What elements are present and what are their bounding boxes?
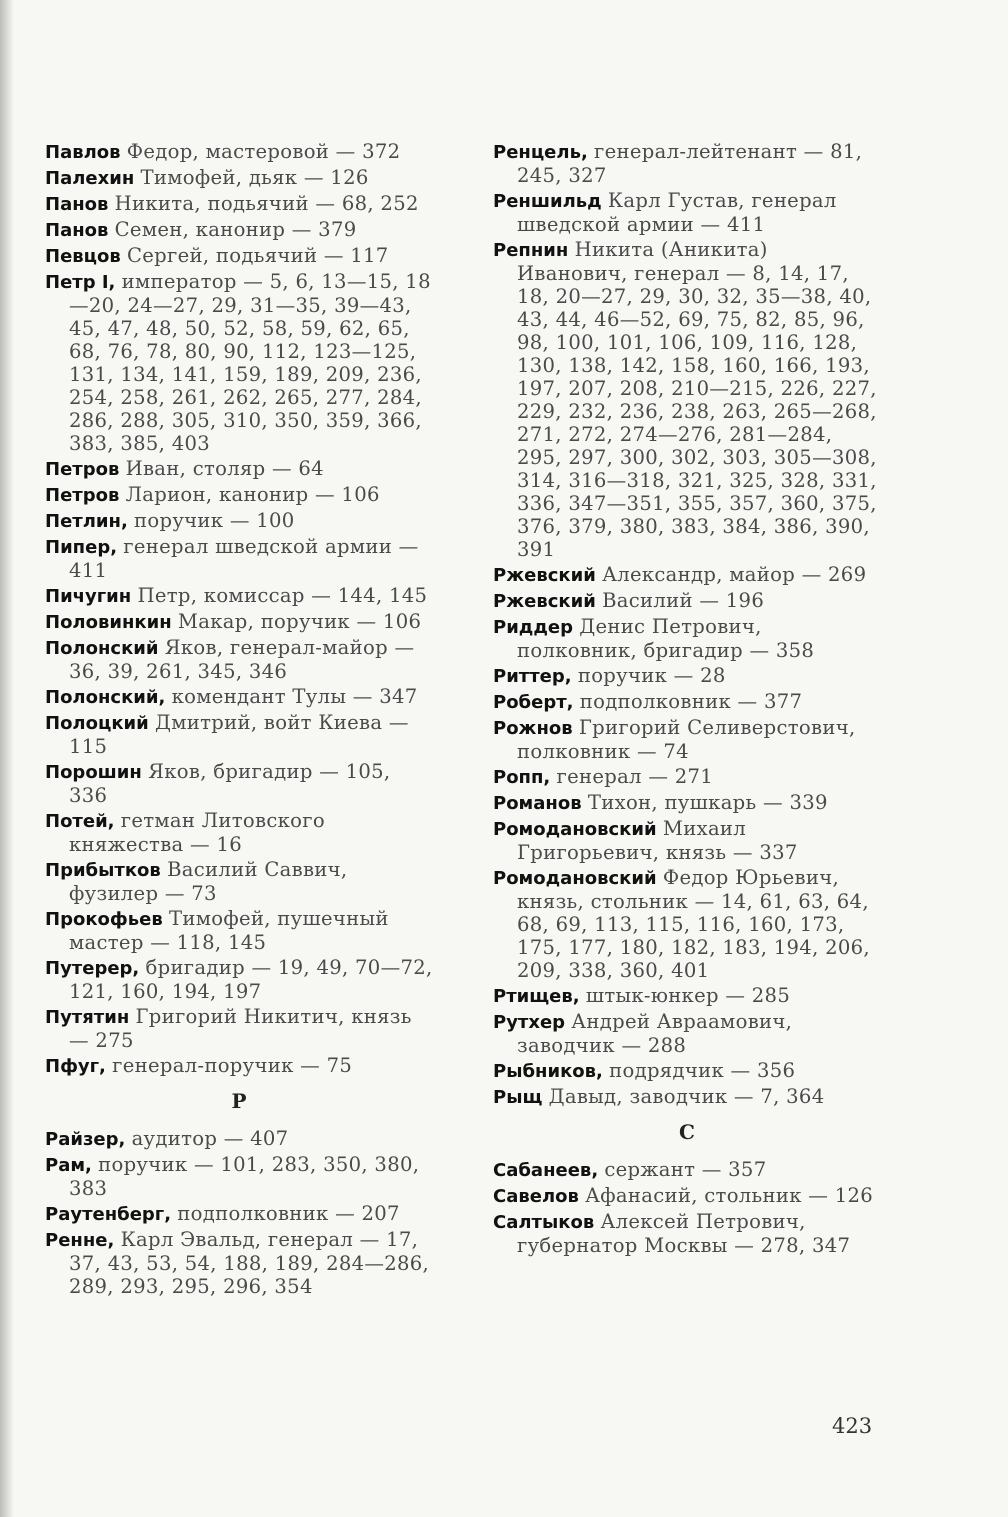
left-column xyxy=(45,140,433,1300)
index-entry xyxy=(493,1158,881,1182)
entry-text: Денис Петрович, полковник, бригадир — 358 xyxy=(517,615,815,662)
entry-name: Роберт, xyxy=(493,692,574,713)
entry-name: Петлин, xyxy=(45,511,128,532)
entry-text: Афанасий, стольник — 126 xyxy=(585,1184,874,1207)
entries-p-list xyxy=(45,140,433,1078)
entry-text: Яков, бригадир — 105, 336 xyxy=(69,760,391,807)
entry-name: Рам, xyxy=(45,1155,92,1176)
entry-text: поручик — 101, 283, 350, 380, 383 xyxy=(69,1153,420,1200)
entry-text: Дмитрий, войт Киева — 115 xyxy=(69,711,409,758)
entry-name: Савелов xyxy=(493,1186,579,1207)
entry-text: Тимофей, пушечный мастер — 118, 145 xyxy=(69,907,389,954)
entry-text: поручик — 100 xyxy=(134,509,295,532)
entry-name: Рыбников, xyxy=(493,1061,603,1082)
index-entry xyxy=(493,1059,881,1083)
entry-name: Петров xyxy=(45,485,120,506)
index-entry xyxy=(493,765,881,789)
entry-name: Петров xyxy=(45,459,120,480)
index-entry xyxy=(493,1184,881,1208)
entry-name: Рожнов xyxy=(493,718,573,739)
index-entry xyxy=(45,509,433,533)
index-entry xyxy=(45,535,433,582)
index-entry xyxy=(45,218,433,242)
entry-name: Ромодановский xyxy=(493,868,657,889)
entry-name: Ромодановский xyxy=(493,819,657,840)
index-entry xyxy=(45,140,433,164)
index-entry xyxy=(493,1010,881,1057)
entry-name: Панов xyxy=(45,194,109,215)
entry-text: Григорий Селиверстович, полковник — 74 xyxy=(517,716,856,763)
index-entry xyxy=(493,791,881,815)
index-entry xyxy=(45,1005,433,1052)
index-entry xyxy=(45,1127,433,1151)
entry-text: бригадир — 19, 49, 70—72, 121, 160, 194, 197 xyxy=(69,956,433,1003)
entry-text: поручик — 28 xyxy=(577,664,726,687)
entry-name: Полонский, xyxy=(45,687,166,708)
index-entry xyxy=(493,615,881,662)
entry-name: Салтыков xyxy=(493,1212,595,1233)
index-entry xyxy=(45,457,433,481)
entry-name: Репнин xyxy=(493,240,569,261)
index-entry xyxy=(493,238,881,561)
index-entry xyxy=(45,685,433,709)
entry-text: подполковник — 207 xyxy=(177,1202,400,1225)
index-entry xyxy=(493,1085,881,1109)
entry-text: Федор Юрьевич, князь, стольник — 14, 61, 63, 64, 68, 69, 113, 115, 116, 160, 173, 175, 177, 180, 182, 183, 194, 206, 209, 338, 360, 401 xyxy=(517,866,870,982)
entry-name: Порошин xyxy=(45,762,142,783)
entry-name: Ренне, xyxy=(45,1230,115,1251)
entry-text: Ларион, канонир — 106 xyxy=(125,483,380,506)
index-entry xyxy=(45,1153,433,1200)
entry-name: Потей, xyxy=(45,811,115,832)
entry-name: Райзер, xyxy=(45,1129,126,1150)
entry-name: Риттер, xyxy=(493,666,572,687)
entry-text: генерал — 271 xyxy=(556,765,714,788)
entry-name: Павлов xyxy=(45,142,121,163)
entry-text: Давыд, заводчик — 7, 364 xyxy=(548,1085,825,1108)
index-entry xyxy=(45,1202,433,1226)
entry-name: Полоцкий xyxy=(45,713,149,734)
entry-name: Полонский xyxy=(45,638,159,659)
entry-text: Василий — 196 xyxy=(602,589,765,612)
page-edge-shadow xyxy=(0,0,14,1517)
entry-text: Федор, мастеровой — 372 xyxy=(126,140,401,163)
index-entry xyxy=(493,866,881,982)
entry-name: Путерер, xyxy=(45,958,140,979)
letter-heading-r: Р xyxy=(231,1089,247,1113)
entry-name: Прибытков xyxy=(45,860,161,881)
entry-name: Пичугин xyxy=(45,586,132,607)
entries-r-continued-list xyxy=(493,140,881,1109)
index-entry xyxy=(493,984,881,1008)
index-entry xyxy=(45,610,433,634)
index-entry xyxy=(45,1228,433,1298)
entry-text: сержант — 357 xyxy=(604,1158,767,1181)
index-entry xyxy=(493,189,881,236)
index-entry xyxy=(45,192,433,216)
entry-text: аудитор — 407 xyxy=(131,1127,289,1150)
entry-text: комендант Тулы — 347 xyxy=(171,685,418,708)
entry-name: Пфуг, xyxy=(45,1056,106,1077)
right-column xyxy=(493,140,881,1259)
entry-text: штык-юнкер — 285 xyxy=(585,984,791,1007)
index-entry xyxy=(45,244,433,268)
index-entry xyxy=(493,563,881,587)
entry-text: генерал-поручик — 75 xyxy=(112,1054,353,1077)
entry-name: Прокофьев xyxy=(45,909,163,930)
entry-text: Василий Саввич, фузилер — 73 xyxy=(69,858,348,905)
entry-name: Путятин xyxy=(45,1007,130,1028)
entry-text: генерал шведской армии — 411 xyxy=(69,535,419,582)
index-entry xyxy=(45,907,433,954)
entry-name: Риддер xyxy=(493,617,573,638)
index-entry xyxy=(45,760,433,807)
entry-text: Сергей, подьячий — 117 xyxy=(127,244,389,267)
entry-name: Певцов xyxy=(45,246,121,267)
entry-name: Рыщ xyxy=(493,1087,543,1108)
entry-text: Александр, майор — 269 xyxy=(602,563,867,586)
entry-text: Яков, генерал-майор — 36, 39, 261, 345, 346 xyxy=(69,636,415,683)
entry-name: Ропп, xyxy=(493,767,551,788)
index-entry xyxy=(45,956,433,1003)
entry-name: Ржевский xyxy=(493,565,596,586)
letter-heading-s: С xyxy=(679,1120,695,1144)
entry-text: Карл Эвальд, генерал — 17, 37, 43, 53, 54, 188, 189, 284—286, 289, 293, 295, 296, 354 xyxy=(69,1228,430,1298)
entry-text: Тихон, пушкарь — 339 xyxy=(587,791,828,814)
index-entry xyxy=(493,690,881,714)
entries-s-list xyxy=(493,1158,881,1257)
index-entry xyxy=(493,817,881,864)
entry-text: Карл Густав, генерал шведской армии — 411 xyxy=(517,189,837,236)
entry-name: Рутхер xyxy=(493,1012,566,1033)
entry-name: Пипер, xyxy=(45,537,118,558)
index-entry xyxy=(493,589,881,613)
entry-name: Петр I, xyxy=(45,272,116,293)
entry-text: Михаил Григорьевич, князь — 337 xyxy=(517,817,798,864)
entry-name: Палехин xyxy=(45,168,135,189)
entry-name: Сабанеев, xyxy=(493,1160,599,1181)
entry-text: император — 5, 6, 13—15, 18—20, 24—27, 29, 31—35, 39—43, 45, 47, 48, 50, 52, 58, 59, 62, 65, 68, 76, 78, 80, 90, 112, 123—125, 131, 134, 141, 159, 189, 209, 236, 254, 258, 261, 262, 265, 277, 284, 286, 288, 305, 310, 350, 359, 366, 383, 385, 403 xyxy=(69,270,431,455)
entry-text: подрядчик — 356 xyxy=(609,1059,796,1082)
entry-text: Петр, комиссар — 144, 145 xyxy=(137,584,428,607)
entry-name: Реншильд xyxy=(493,191,602,212)
entry-text: Никита (Аникита) Иванович, генерал — 8, 14, 17, 18, 20—27, 29, 30, 32, 35—38, 40, 43, 44, 46—52, 69, 75, 82, 85, 96, 98, 100, 101, 106, 109, 116, 128, 130, 138, 142, 158, 160, 166, 193, 197, 207, 208, 210—215, 226, 227, 229, 232, 236, 238, 263, 265—268, 271, 272, 274—276, 281—284, 295, 297, 300, 302, 303, 305—308, 314, 316—318, 321, 325, 328, 331, 336, 347—351, 355, 357, 360, 375, 376, 379, 380, 383, 384, 386, 390, 391 xyxy=(517,238,877,561)
page-number: 423 xyxy=(832,1414,873,1438)
entry-text: Иван, столяр — 64 xyxy=(125,457,324,480)
entry-text: Алексей Петрович, губернатор Москвы — 278, 347 xyxy=(517,1210,851,1257)
entry-text: Макар, поручик — 106 xyxy=(177,610,422,633)
index-entry xyxy=(45,858,433,905)
index-entry xyxy=(45,270,433,455)
index-entry xyxy=(45,809,433,856)
entry-text: Тимофей, дьяк — 126 xyxy=(140,166,369,189)
index-entry xyxy=(45,584,433,608)
entry-text: Григорий Никитич, князь — 275 xyxy=(69,1005,412,1052)
index-entry xyxy=(493,140,881,187)
entry-name: Ренцель, xyxy=(493,142,588,163)
entry-text: Никита, подьячий — 68, 252 xyxy=(114,192,419,215)
entry-name: Половинкин xyxy=(45,612,172,633)
index-entry xyxy=(493,716,881,763)
index-entry xyxy=(45,483,433,507)
entry-text: Андрей Авраамович, заводчик — 288 xyxy=(517,1010,793,1057)
entry-name: Раутенберг, xyxy=(45,1204,172,1225)
index-entry xyxy=(493,1210,881,1257)
index-entry xyxy=(45,1054,433,1078)
entry-name: Ржевский xyxy=(493,591,596,612)
index-entry xyxy=(493,664,881,688)
index-entry xyxy=(45,166,433,190)
index-entry xyxy=(45,636,433,683)
index-entry xyxy=(45,711,433,758)
entry-name: Романов xyxy=(493,793,582,814)
entries-r-list xyxy=(45,1127,433,1298)
entry-name: Панов xyxy=(45,220,109,241)
entry-text: подполковник — 377 xyxy=(579,690,803,713)
entry-text: генерал-лейтенант — 81, 245, 327 xyxy=(517,140,863,187)
entry-name: Ртищев, xyxy=(493,986,580,1007)
entry-text: Семен, канонир — 379 xyxy=(114,218,357,241)
entry-text: гетман Литовского княжества — 16 xyxy=(69,809,325,856)
